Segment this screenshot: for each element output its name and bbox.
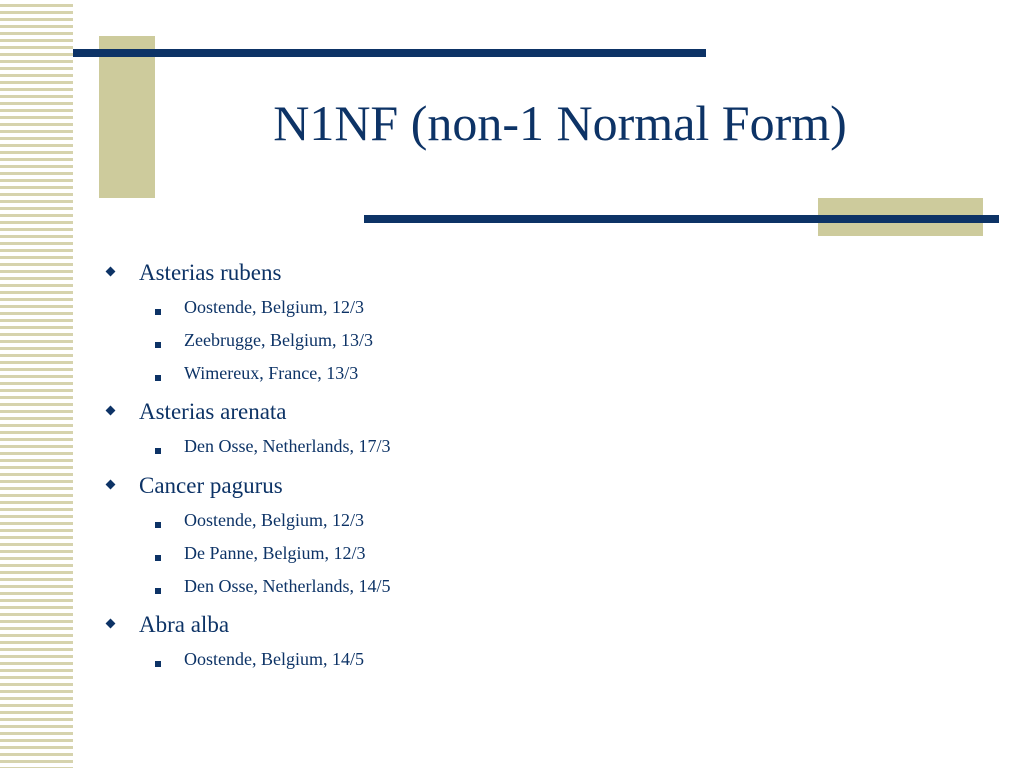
sub-list-item: Den Osse, Netherlands, 14/5 bbox=[184, 576, 391, 596]
slide-title: N1NF (non-1 Normal Form) bbox=[273, 95, 847, 151]
diamond-bullet-icon bbox=[106, 406, 116, 416]
sub-list-item: Wimereux, France, 13/3 bbox=[184, 363, 359, 383]
square-bullet-icon bbox=[155, 448, 161, 454]
diamond-bullet-icon bbox=[106, 619, 116, 629]
sub-list-item: Oostende, Belgium, 12/3 bbox=[184, 510, 364, 530]
square-bullet-icon bbox=[155, 309, 161, 315]
sub-list-item: Oostende, Belgium, 14/5 bbox=[184, 649, 364, 669]
sub-list-item: Zeebrugge, Belgium, 13/3 bbox=[184, 330, 373, 350]
square-bullet-icon bbox=[155, 342, 161, 348]
sub-list-item: Oostende, Belgium, 12/3 bbox=[184, 297, 364, 317]
square-bullet-icon bbox=[155, 588, 161, 594]
diamond-bullet-icon bbox=[106, 480, 116, 490]
square-bullet-icon bbox=[155, 661, 161, 667]
list-item: Asterias rubens bbox=[139, 260, 282, 285]
square-bullet-icon bbox=[155, 522, 161, 528]
square-bullet-icon bbox=[155, 555, 161, 561]
diamond-bullet-icon bbox=[106, 267, 116, 277]
sub-list-item: Den Osse, Netherlands, 17/3 bbox=[184, 436, 391, 456]
list-item: Abra alba bbox=[139, 612, 230, 637]
list-item: Cancer pagurus bbox=[139, 473, 283, 498]
sub-list-item: De Panne, Belgium, 12/3 bbox=[184, 543, 366, 563]
square-bullet-icon bbox=[155, 375, 161, 381]
list-item: Asterias arenata bbox=[139, 399, 287, 424]
